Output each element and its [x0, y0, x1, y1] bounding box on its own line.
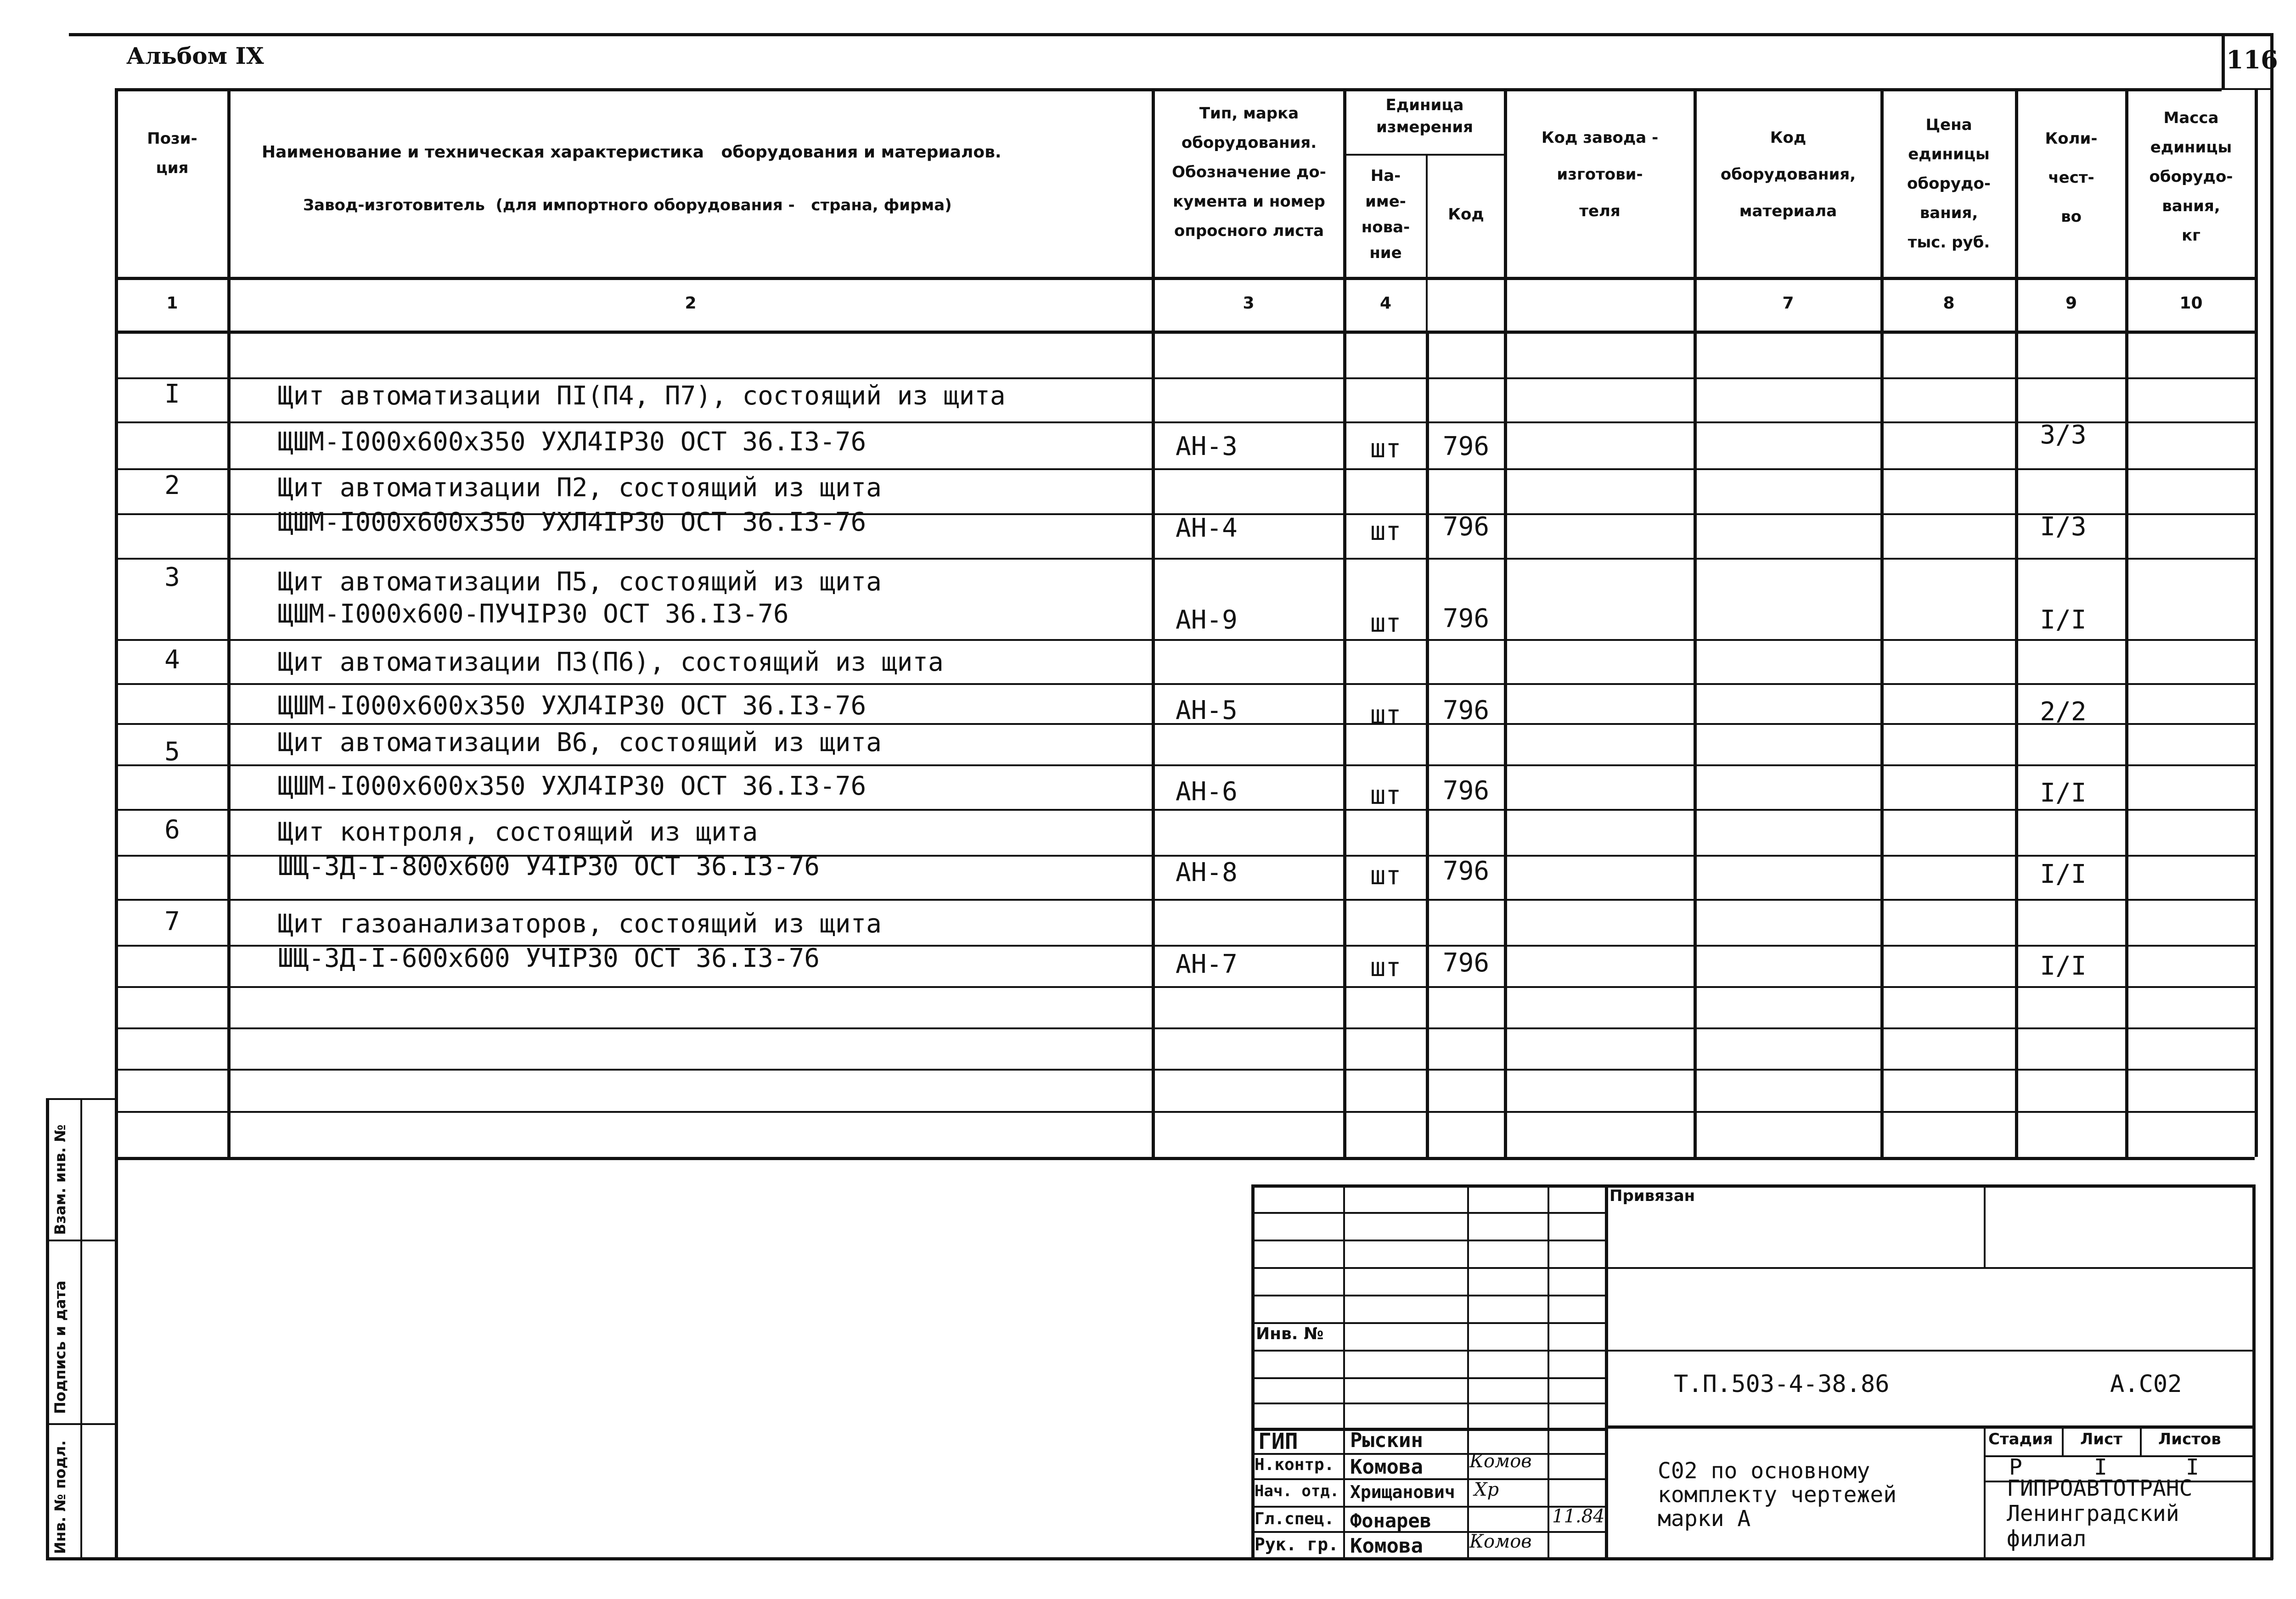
row-unit: шт [1370, 780, 1401, 810]
col-num-1: 1 [166, 294, 178, 313]
row-code: 796 [1442, 512, 1490, 542]
header-price: Цена единицы оборудо- вания, тыс. руб. [1907, 116, 1991, 252]
stamp-doc-code: Т.П.503-4-38.86 [1674, 1370, 1890, 1398]
stamp-sheet-value: I [2094, 1454, 2107, 1480]
col-num-2: 2 [685, 294, 697, 313]
stamp-signature: Комов [1469, 1531, 1532, 1552]
header-unit-code: Код [1448, 205, 1484, 224]
col-num-10: 10 [2179, 294, 2203, 313]
row-spec: ЩШМ-I000х600х350 УХЛ4IP30 ОСТ 36.I3-76 [278, 427, 867, 457]
row-unit: шт [1370, 861, 1401, 891]
row-spec: ЩШМ-I000х600х350 УХЛ4IP30 ОСТ 36.I3-76 [278, 771, 867, 801]
side-label-signature-date: Подпись и дата [51, 1280, 69, 1414]
row-unit: шт [1370, 953, 1401, 982]
row-position: 2 [164, 471, 180, 500]
row-spec: ЩШМ-I000х600х350 УХЛ4IP30 ОСТ 36.I3-76 [278, 691, 867, 721]
col-num-9: 9 [2065, 294, 2077, 313]
col-num-4: 4 [1379, 294, 1392, 313]
row-qty: I/I [2040, 859, 2087, 889]
row-type: АН-8 [1176, 858, 1238, 887]
row-unit: шт [1370, 700, 1401, 730]
row-type: АН-6 [1176, 777, 1238, 807]
stamp-signature: Комов [1469, 1451, 1532, 1472]
row-unit: шт [1370, 516, 1401, 546]
stamp-sheet-label: Лист [2080, 1430, 2122, 1448]
row-qty: 3/3 [2040, 420, 2087, 450]
album-title: Альбом IX [126, 42, 264, 69]
stamp-person-name: Фонарев [1350, 1509, 1432, 1532]
row-code: 796 [1442, 776, 1490, 806]
stamp-sheets-value: I [2186, 1454, 2199, 1480]
side-label-inv-original: Инв. № подл. [51, 1440, 69, 1554]
row-spec: ЩШМ-I000х600х350 УХЛ4IP30 ОСТ 36.I3-76 [278, 507, 867, 537]
row-title: Щит контроля, состоящий из щита [278, 817, 758, 847]
row-spec: ЩШМ-I000х600-ПУЧIP30 ОСТ 36.I3-76 [278, 599, 789, 629]
row-code: 796 [1442, 948, 1490, 978]
row-code: 796 [1442, 604, 1490, 634]
stamp-stage-label: Стадия [1988, 1430, 2053, 1448]
stamp-role: ГИП [1258, 1429, 1298, 1454]
row-position: 5 [164, 737, 180, 767]
row-spec: ШЩ-3Д-I-800х600 У4IP30 ОСТ 36.I3-76 [278, 852, 820, 881]
stamp-signature-date: 11.84 [1552, 1506, 1605, 1527]
row-position: 6 [164, 815, 180, 845]
stamp-sheets-label: Листов [2158, 1430, 2221, 1448]
row-unit: шт [1370, 434, 1401, 464]
row-spec: ШЩ-3Д-I-600х600 УЧIP30 ОСТ 36.I3-76 [278, 943, 820, 973]
row-type: АН-5 [1176, 696, 1238, 725]
stamp-role: Н.контр. [1255, 1455, 1334, 1474]
row-code: 796 [1442, 856, 1490, 886]
row-position: I [164, 379, 180, 409]
row-type: АН-3 [1176, 432, 1238, 461]
stamp-role: Гл.спец. [1255, 1509, 1334, 1528]
row-title: Щит автоматизации П5, состоящий из щита [278, 567, 882, 597]
row-position: 3 [164, 562, 180, 592]
stamp-organization: ГИПРОАВТОТРАНС Ленинградский филиал [2007, 1476, 2193, 1552]
row-position: 4 [164, 645, 180, 675]
row-type: АН-9 [1176, 605, 1238, 635]
row-title: Щит газоанализаторов, состоящий из щита [278, 909, 882, 939]
row-code: 796 [1442, 696, 1490, 725]
row-qty: I/I [2040, 605, 2087, 635]
stamp-stage-value: Р [2009, 1454, 2022, 1480]
stamp-person-name: Комова [1350, 1455, 1423, 1479]
row-title: Щит автоматизации В6, состоящий из щита [278, 728, 882, 757]
stamp-role: Нач. отд. [1255, 1482, 1339, 1500]
stamp-mark: А.С02 [2110, 1370, 2182, 1398]
row-unit: шт [1370, 608, 1401, 638]
header-mass: Масса единицы оборудо- вания, кг [2149, 109, 2233, 245]
stamp-person-name: Рыскин [1350, 1429, 1423, 1452]
row-qty: I/I [2040, 778, 2087, 808]
side-label-replace-inv: Взам. инв. № [51, 1124, 69, 1235]
row-title: Щит автоматизации П3(П6), состоящий из щита [278, 647, 944, 677]
col-num-3: 3 [1243, 294, 1255, 313]
stamp-document-title: С02 по основному комплекту чертежей марки А [1658, 1458, 1897, 1532]
row-code: 796 [1442, 432, 1490, 461]
header-name-line2: Завод-изготовитель (для импортного оборудования - страна, фирма) [303, 196, 952, 214]
row-position: 7 [164, 907, 180, 937]
header-type: Тип, марка оборудования. Обозначение до- кумента и номер опросного листа [1172, 104, 1326, 240]
row-qty: I/3 [2040, 512, 2087, 542]
header-equipment-code: Код оборудования, материала [1720, 129, 1856, 220]
row-title: Щит автоматизации П2, состоящий из щита [278, 473, 882, 503]
stamp-role: Рук. гр. [1255, 1534, 1339, 1554]
stamp-inv-label: Инв. № [1256, 1324, 1324, 1343]
col-num-7: 7 [1782, 294, 1794, 313]
stamp-person-name: Комова [1350, 1534, 1423, 1558]
header-quantity: Коли- чест- во [2045, 129, 2098, 226]
stamp-person-name: Хрищанович [1350, 1482, 1455, 1502]
row-type: АН-4 [1176, 513, 1238, 543]
header-name-line1: Наименование и техническая характеристика оборудования и материалов. [262, 143, 1002, 162]
header-unit-name: На- име- нова- ние [1361, 167, 1410, 262]
row-qty: 2/2 [2040, 697, 2087, 727]
stamp-attached-label: Привязан [1609, 1187, 1695, 1205]
header-position: Пози- ция [147, 129, 197, 177]
col-num-8: 8 [1943, 294, 1955, 313]
stamp-signature: Хр [1474, 1479, 1499, 1500]
row-title: Щит автоматизации ПI(П4, П7), состоящий из щита [278, 381, 1006, 411]
sheet-number: 116 [2226, 45, 2278, 74]
header-unit-group: Единица измерения [1376, 96, 1473, 136]
row-type: АН-7 [1176, 949, 1238, 979]
header-plant-code: Код завода - изготови- теля [1541, 129, 1659, 220]
row-qty: I/I [2040, 951, 2087, 981]
